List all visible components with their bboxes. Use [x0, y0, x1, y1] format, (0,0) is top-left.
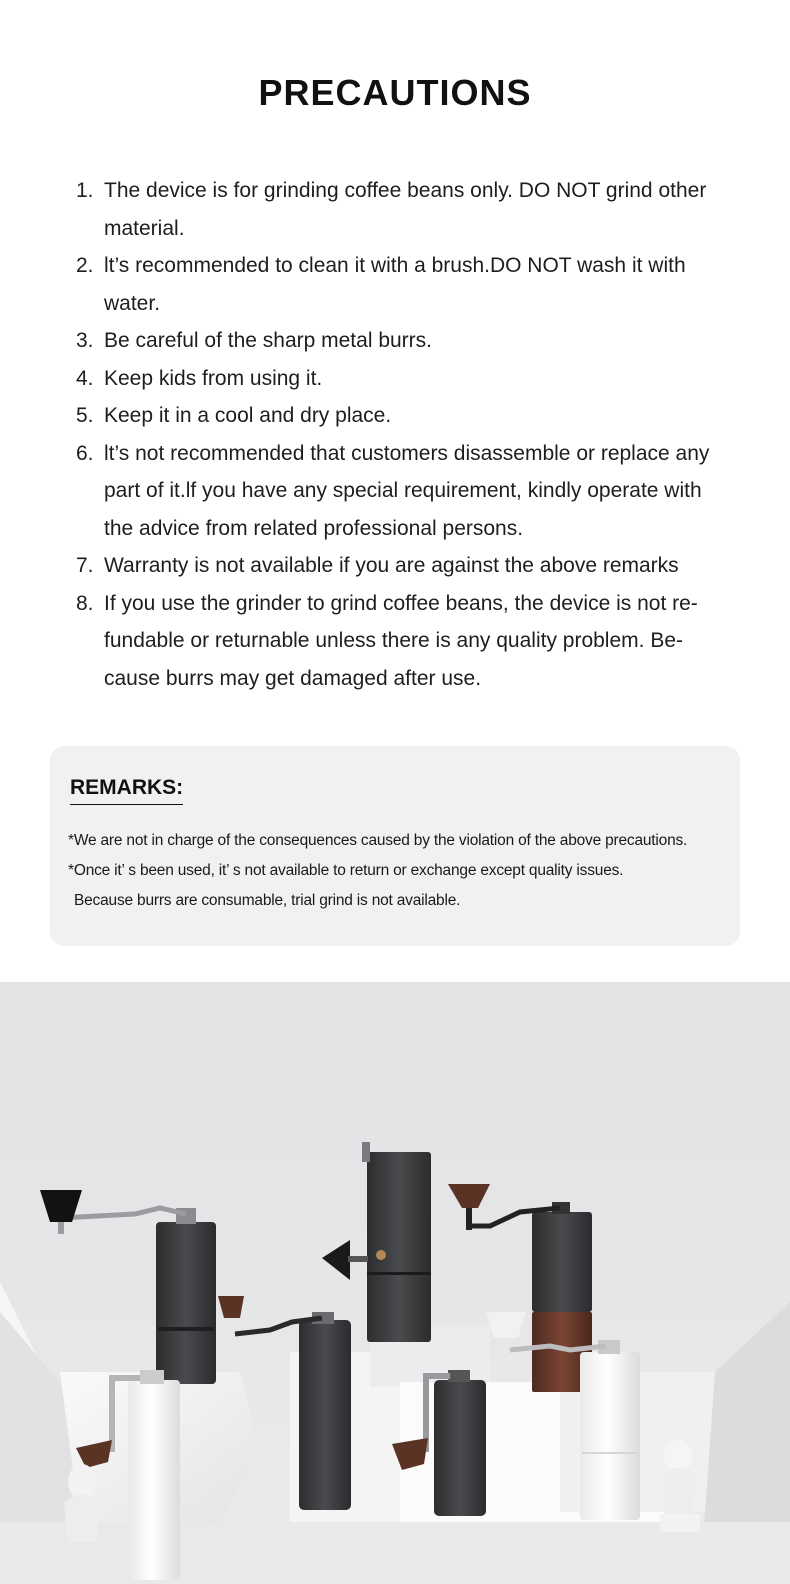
- precaution-item: [76, 172, 726, 247]
- precaution-item: [76, 435, 726, 548]
- precaution-text: The device is for grinding coffee beans only. DO NOT grind other material.: [104, 179, 707, 240]
- grinders-illustration: [0, 982, 790, 1584]
- remarks-line: Because burrs are consumable, trial grind is not available.: [74, 892, 461, 909]
- precaution-text: Warranty is not available if you are against the above remarks: [104, 554, 679, 577]
- page-title: PRECAUTIONS: [258, 72, 532, 113]
- precaution-item: [76, 247, 726, 322]
- precaution-item: [76, 585, 726, 698]
- precaution-item: [76, 360, 726, 398]
- remarks-line: *We are not in charge of the consequences caused by the violation of the above precautions.: [68, 832, 688, 849]
- precaution-text: If you use the grinder to grind coffee beans, the device is not re-fundable or returnable unless there is any quality problem. Be-cause burrs may get damaged after use.: [104, 591, 698, 690]
- precautions-list: [76, 172, 726, 697]
- precaution-number: 8.: [76, 591, 94, 615]
- precaution-number: 2.: [76, 254, 94, 277]
- precaution-item: [76, 322, 726, 360]
- precaution-text: lt’s not recommended that customers disassemble or replace any part of it.lf you have any special requirement, kindly operate with the advice from related professional persons.: [104, 441, 710, 540]
- precaution-number: 4.: [76, 366, 94, 390]
- precaution-number: 7.: [76, 554, 94, 577]
- remarks-lines: [68, 826, 740, 916]
- precaution-number: 6.: [76, 441, 94, 465]
- remarks-box: [50, 746, 740, 946]
- precaution-text: lt’s recommended to clean it with a brush.DO NOT wash it with water.: [104, 254, 686, 315]
- precaution-text: Keep kids from using it.: [104, 366, 323, 390]
- product-photo: [0, 982, 790, 1584]
- precaution-item: [76, 397, 726, 435]
- precaution-text: Be careful of the sharp metal burrs.: [104, 329, 432, 352]
- precaution-number: 5.: [76, 404, 94, 427]
- grinder-dark-left: [40, 1190, 216, 1384]
- grinder-black-center: [322, 1142, 431, 1342]
- precaution-item: [76, 547, 726, 585]
- precaution-text: Keep it in a cool and dry place.: [104, 404, 392, 427]
- precaution-number: 3.: [76, 329, 94, 352]
- precaution-number: 1.: [76, 179, 94, 202]
- remarks-line: *Once it’ s been used, it’ s not available to return or exchange except quality issues.: [68, 862, 624, 879]
- remarks-title: REMARKS:: [70, 776, 183, 805]
